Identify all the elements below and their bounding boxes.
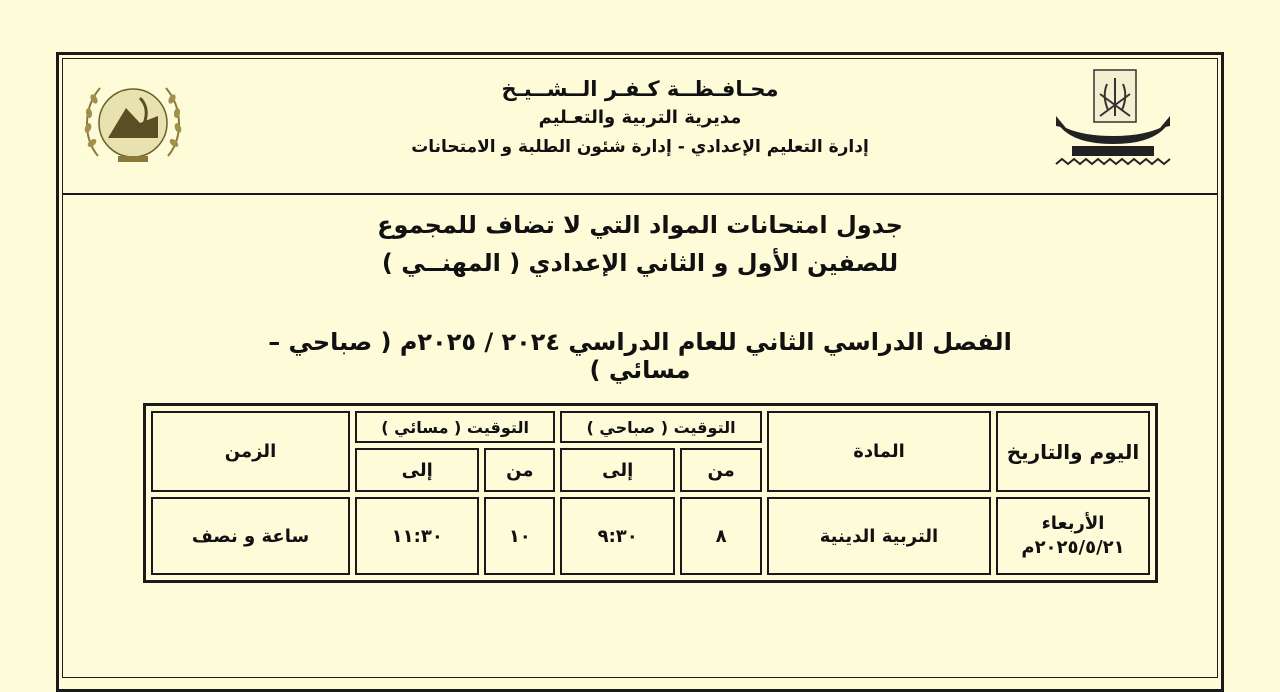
directorate-name: مديرية التربية والتعـليم bbox=[538, 107, 742, 128]
row-day: الأربعاء bbox=[1041, 513, 1105, 534]
wreath-emblem-icon bbox=[78, 68, 188, 174]
row-day-date bbox=[996, 497, 1150, 575]
header-duration: الزمن bbox=[151, 411, 350, 492]
boat-logo-icon bbox=[1052, 66, 1174, 174]
header-subject: المادة bbox=[767, 411, 991, 492]
header-evening-from: من bbox=[484, 448, 555, 492]
letterhead bbox=[300, 74, 980, 162]
header-morning-to: إلى bbox=[560, 448, 675, 492]
term-line: الفصل الدراسي الثاني للعام الدراسي ٢٠٢٤ / ٢٠٢٥م ( صباحي – مسائي ) bbox=[268, 328, 1012, 384]
exam-schedule-table bbox=[143, 403, 1158, 583]
row-date: ٢٠٢٥/٥/٢١م bbox=[1021, 537, 1125, 558]
header-morning-from: من bbox=[680, 448, 762, 492]
row-subject: التربية الدينية bbox=[767, 497, 991, 575]
department-name: إدارة التعليم الإعدادي - إدارة شئون الطلبة و الامتحانات bbox=[411, 137, 869, 157]
title-line-2: للصفين الأول و الثاني الإعدادي ( المهنــي ) bbox=[381, 249, 899, 277]
document-title bbox=[300, 206, 980, 282]
row-evening-from: ١٠ bbox=[484, 497, 555, 575]
title-line-1: جدول امتحانات المواد التي لا تضاف للمجموع bbox=[377, 211, 903, 239]
header-divider bbox=[62, 193, 1218, 195]
row-morning-from: ٨ bbox=[680, 497, 762, 575]
header-evening: التوقيت ( مسائي ) bbox=[355, 411, 555, 443]
row-duration: ساعة و نصف bbox=[151, 497, 350, 575]
header-evening-to: إلى bbox=[355, 448, 479, 492]
governorate-name: محـافـظــة كـفـر الــشــيـخ bbox=[501, 77, 779, 101]
table-row bbox=[151, 497, 1150, 575]
header-day-date: اليوم والتاريخ bbox=[996, 411, 1150, 492]
header-morning: التوقيت ( صباحي ) bbox=[560, 411, 762, 443]
row-evening-to: ١١:٣٠ bbox=[355, 497, 479, 575]
row-morning-to: ٩:٣٠ bbox=[560, 497, 675, 575]
